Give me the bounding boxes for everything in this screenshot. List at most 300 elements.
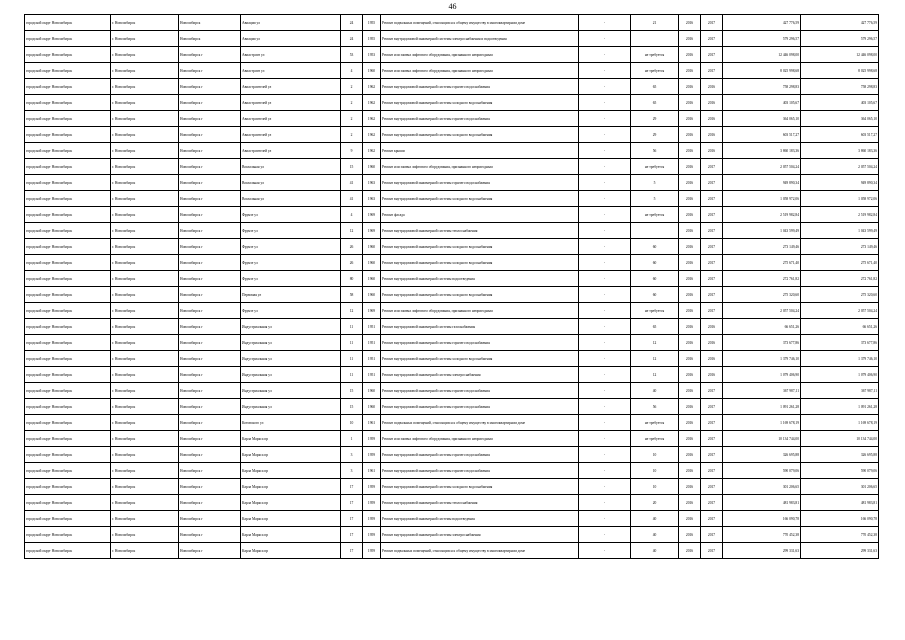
year-cell: 1951 [363,335,381,351]
cost-cell: 603 517,27 [723,127,801,143]
cost-cell: 481 983,81 [723,495,801,511]
unit-cell: - [579,479,631,495]
work-type-cell: Ремонт внутридомовой инженерной системы теплоснабжения [381,223,579,239]
house-cell: 11 [341,319,363,335]
street-cell: Фрунзе ул [241,303,341,319]
locality-cell: г. Новосибирск [111,463,179,479]
wear-cell: не требуется [631,415,679,431]
total-cost-cell: 272 761,82 [801,271,879,287]
city-cell: Новосибирск г [179,527,241,543]
locality-cell: г. Новосибирск [111,239,179,255]
table-row [25,47,879,63]
unit-cell: - [579,255,631,271]
locality-cell: г. Новосибирск [111,543,179,559]
city-cell: Новосибирск г [179,415,241,431]
house-cell: 17 [341,543,363,559]
street-cell: Авиастроителей ул [241,79,341,95]
house-cell: 9 [341,143,363,159]
house-cell: 11 [341,351,363,367]
unit-cell: - [579,463,631,479]
year-cell: 1960 [363,271,381,287]
table-row [25,127,879,143]
unit-cell: - [579,31,631,47]
total-cost-cell: 770 452,38 [801,527,879,543]
unit-cell: - [579,111,631,127]
total-cost-cell: 2 057 504,24 [801,159,879,175]
municipality-cell: городской округ Новосибирск [25,159,111,175]
table-row [25,335,879,351]
house-cell: 3 [341,463,363,479]
total-cost-cell: 66 651,26 [801,319,879,335]
unit-cell: - [579,239,631,255]
unit-cell: - [579,223,631,239]
page-number: 46 [448,2,457,11]
street-cell: Вокзальная ул [241,191,341,207]
unit-cell: - [579,271,631,287]
locality-cell: г. Новосибирск [111,431,179,447]
start-year-cell: 2016 [679,511,701,527]
year-cell: 1951 [363,351,381,367]
locality-cell: г. Новосибирск [111,271,179,287]
wear-cell: 12 [631,367,679,383]
total-cost-cell: 579 296,57 [801,31,879,47]
table-row [25,159,879,175]
year-cell: 1959 [363,431,381,447]
city-cell: Новосибирск г [179,271,241,287]
start-year-cell: 2016 [679,143,701,159]
work-type-cell: Ремонт внутридомовой инженерной системы теплоснабжения [381,495,579,511]
house-cell: 41 [341,175,363,191]
house-cell: 11 [341,367,363,383]
work-type-cell: Ремонт внутридомовой инженерной системы электроснабжения [381,527,579,543]
year-cell: 1951 [363,319,381,335]
start-year-cell: 2016 [679,239,701,255]
end-year-cell: 2017 [701,15,723,31]
cost-cell: 272 761,82 [723,271,801,287]
start-year-cell: 2016 [679,271,701,287]
city-cell: Новосибирск г [179,47,241,63]
work-type-cell: Ремонт фасада [381,207,579,223]
work-type-cell: Ремонт внутридомовой инженерной системы водоотведения [381,511,579,527]
year-cell: 1962 [363,95,381,111]
locality-cell: г. Новосибирск [111,111,179,127]
start-year-cell: 2016 [679,351,701,367]
start-year-cell: 2016 [679,335,701,351]
house-cell: 4 [341,63,363,79]
table-row [25,63,879,79]
locality-cell: г. Новосибирск [111,63,179,79]
total-cost-cell: 603 517,27 [801,127,879,143]
street-cell: Карла Маркса пр [241,527,341,543]
start-year-cell: 2016 [679,367,701,383]
street-cell: Авиации ул [241,15,341,31]
city-cell: Новосибирск г [179,111,241,127]
city-cell: Новосибирск г [179,351,241,367]
wear-cell: 10 [631,447,679,463]
city-cell: Новосибирск г [179,63,241,79]
work-type-cell: Ремонт внутридомовой инженерной системы горячего водоснабжения [381,335,579,351]
street-cell: Карла Маркса пр [241,511,341,527]
house-cell: 3 [341,447,363,463]
work-type-cell: Ремонт внутридомовой инженерной системы водоотведения [381,271,579,287]
house-cell: 10 [341,415,363,431]
table-row [25,479,879,495]
end-year-cell: 2017 [701,223,723,239]
table-row [25,543,879,559]
house-cell: 58 [341,287,363,303]
cost-cell: 364 065,10 [723,111,801,127]
end-year-cell: 2017 [701,191,723,207]
city-cell: Новосибирск г [179,511,241,527]
wear-cell: не требуется [631,63,679,79]
capital-repair-table [24,14,879,559]
work-type-cell: Ремонт внутридомовой инженерной системы холодного водоснабжения [381,479,579,495]
street-cell: Фрунзе ул [241,239,341,255]
table-row [25,351,879,367]
table-row [25,191,879,207]
city-cell: Новосибирск г [179,239,241,255]
start-year-cell: 2016 [679,399,701,415]
end-year-cell: 2017 [701,543,723,559]
unit-cell: - [579,95,631,111]
city-cell: Новосибирск г [179,223,241,239]
start-year-cell: 2016 [679,431,701,447]
year-cell: 1969 [363,223,381,239]
cost-cell: 3 860 183,36 [723,143,801,159]
end-year-cell: 2017 [701,463,723,479]
total-cost-cell: 403 105,67 [801,95,879,111]
unit-cell: - [579,207,631,223]
municipality-cell: городской округ Новосибирск [25,543,111,559]
city-cell: Новосибирск г [179,255,241,271]
total-cost-cell: 1 079 406,90 [801,367,879,383]
start-year-cell: 2016 [679,303,701,319]
locality-cell: г. Новосибирск [111,159,179,175]
year-cell: 1959 [363,543,381,559]
end-year-cell: 2017 [701,175,723,191]
start-year-cell: 2016 [679,175,701,191]
year-cell: 1962 [363,143,381,159]
total-cost-cell: 590 079,06 [801,463,879,479]
house-cell: 15 [341,383,363,399]
work-type-cell: Ремонт или замена лифтового оборудования, признанного непригодным [381,63,579,79]
end-year-cell: 2017 [701,207,723,223]
municipality-cell: городской округ Новосибирск [25,319,111,335]
cost-cell: 579 296,57 [723,31,801,47]
year-cell: 1962 [363,111,381,127]
locality-cell: г. Новосибирск [111,191,179,207]
cost-cell: 1 091 261,28 [723,399,801,415]
unit-cell: - [579,527,631,543]
table-row [25,79,879,95]
cost-cell: 275 320,60 [723,287,801,303]
end-year-cell: 2017 [701,383,723,399]
city-cell: Новосибирск г [179,431,241,447]
municipality-cell: городской округ Новосибирск [25,527,111,543]
total-cost-cell: 373 677,86 [801,335,879,351]
end-year-cell: 2017 [701,271,723,287]
house-cell: 2 [341,95,363,111]
city-cell: Новосибирск г [179,319,241,335]
start-year-cell: 2016 [679,287,701,303]
street-cell: Авиастроителей ул [241,111,341,127]
municipality-cell: городской округ Новосибирск [25,415,111,431]
unit-cell: - [579,367,631,383]
locality-cell: г. Новосибирск [111,319,179,335]
municipality-cell: городской округ Новосибирск [25,431,111,447]
house-cell: 24 [341,31,363,47]
cost-cell: 299 331,63 [723,543,801,559]
cost-cell: 1 079 406,90 [723,367,801,383]
work-type-cell: Ремонт или замена лифтового оборудования, признанного непригодным [381,47,579,63]
street-cell: Индустриальная ул [241,383,341,399]
start-year-cell: 2016 [679,495,701,511]
street-cell: Авиастроителей ул [241,95,341,111]
unit-cell: - [579,303,631,319]
work-type-cell: Ремонт внутридомовой инженерной системы холодного водоснабжения [381,287,579,303]
end-year-cell: 2016 [701,79,723,95]
year-cell: 1960 [363,287,381,303]
cost-cell: 326 695,88 [723,447,801,463]
city-cell: Новосибирск г [179,495,241,511]
total-cost-cell: 2 519 982,84 [801,207,879,223]
work-type-cell: Ремонт внутридомовой инженерной системы холодного водоснабжения [381,191,579,207]
cost-cell: 275 671,40 [723,255,801,271]
unit-cell: - [579,175,631,191]
locality-cell: г. Новосибирск [111,47,179,63]
cost-cell: 1 169 678,19 [723,415,801,431]
unit-cell: - [579,319,631,335]
table-row [25,15,879,31]
end-year-cell: 2016 [701,319,723,335]
wear-cell: 60 [631,271,679,287]
end-year-cell: 2017 [701,63,723,79]
cost-cell: 1 379 746,10 [723,351,801,367]
city-cell: Новосибирск г [179,303,241,319]
street-cell: Авиастроит ул [241,47,341,63]
municipality-cell: городской округ Новосибирск [25,207,111,223]
table-row [25,111,879,127]
municipality-cell: городской округ Новосибирск [25,447,111,463]
total-cost-cell: 427 776,59 [801,15,879,31]
year-cell: 1969 [363,303,381,319]
total-cost-cell: 12 446 098,00 [801,47,879,63]
wear-cell: 5 [631,191,679,207]
total-cost-cell: 1 379 746,10 [801,351,879,367]
end-year-cell: 2017 [701,239,723,255]
locality-cell: г. Новосибирск [111,287,179,303]
end-year-cell: 2017 [701,511,723,527]
table-row [25,31,879,47]
year-cell: 1962 [363,79,381,95]
unit-cell: - [579,287,631,303]
street-cell: Фрунзе ул [241,255,341,271]
locality-cell: г. Новосибирск [111,223,179,239]
wear-cell: 65 [631,95,679,111]
start-year-cell: 2016 [679,223,701,239]
start-year-cell: 2016 [679,127,701,143]
end-year-cell: 2017 [701,159,723,175]
municipality-cell: городской округ Новосибирск [25,271,111,287]
start-year-cell: 2016 [679,95,701,111]
start-year-cell: 2016 [679,191,701,207]
locality-cell: г. Новосибирск [111,95,179,111]
cost-cell: 770 452,38 [723,527,801,543]
wear-cell: 60 [631,239,679,255]
total-cost-cell: 301 206,65 [801,479,879,495]
municipality-cell: городской округ Новосибирск [25,255,111,271]
work-type-cell: Ремонт внутридомовой инженерной системы холодного водоснабжения [381,239,579,255]
start-year-cell: 2016 [679,463,701,479]
cost-cell: 166 090,78 [723,511,801,527]
house-cell: 11 [341,335,363,351]
wear-cell: 10 [631,463,679,479]
house-cell: 15 [341,399,363,415]
municipality-cell: городской округ Новосибирск [25,351,111,367]
locality-cell: г. Новосибирск [111,447,179,463]
street-cell: Фрунзе ул [241,207,341,223]
unit-cell: - [579,415,631,431]
work-type-cell: Ремонт внутридомовой инженерной системы холодного водоснабжения [381,255,579,271]
total-cost-cell: 275 671,40 [801,255,879,271]
work-type-cell: Ремонт внутридомовой инженерной системы холодного водоснабжения [381,127,579,143]
total-cost-cell: 949 890,34 [801,175,879,191]
street-cell: Карла Маркса пр [241,431,341,447]
wear-cell: 29 [631,111,679,127]
work-type-cell: Ремонт внутридомовой инженерной системы горячего водоснабжения [381,111,579,127]
locality-cell: г. Новосибирск [111,383,179,399]
year-cell: 1959 [363,527,381,543]
unit-cell: - [579,143,631,159]
total-cost-cell: 3 860 183,36 [801,143,879,159]
total-cost-cell: 273 149,46 [801,239,879,255]
municipality-cell: городской округ Новосибирск [25,63,111,79]
year-cell: 1960 [363,255,381,271]
start-year-cell: 2016 [679,383,701,399]
end-year-cell: 2017 [701,527,723,543]
end-year-cell: 2017 [701,287,723,303]
locality-cell: г. Новосибирск [111,303,179,319]
locality-cell: г. Новосибирск [111,479,179,495]
municipality-cell: городской округ Новосибирск [25,511,111,527]
work-type-cell: Ремонт внутридомовой инженерной системы электроснабжения [381,367,579,383]
city-cell: Новосибирск г [179,159,241,175]
table-row [25,527,879,543]
locality-cell: г. Новосибирск [111,367,179,383]
municipality-cell: городской округ Новосибирск [25,31,111,47]
wear-cell: 40 [631,527,679,543]
wear-cell: 10 [631,479,679,495]
street-cell: Фрунзе ул [241,271,341,287]
work-type-cell: Ремонт внутридомовой инженерной системы горячего водоснабжения [381,383,579,399]
cost-cell: 8 025 998,68 [723,63,801,79]
unit-cell: - [579,383,631,399]
work-type-cell: Ремонт внутридомовой инженерной системы холодного водоснабжения [381,351,579,367]
municipality-cell: городской округ Новосибирск [25,495,111,511]
city-cell: Новосибирск г [179,143,241,159]
total-cost-cell: 481 983,81 [801,495,879,511]
table-row [25,399,879,415]
start-year-cell: 2016 [679,543,701,559]
street-cell: Котовского ул [241,415,341,431]
end-year-cell: 2017 [701,303,723,319]
wear-cell: 56 [631,143,679,159]
house-cell: 41 [341,191,363,207]
year-cell: 1963 [363,175,381,191]
locality-cell: г. Новосибирск [111,15,179,31]
street-cell: Карла Маркса пр [241,447,341,463]
table-row [25,495,879,511]
total-cost-cell: 1 169 678,19 [801,415,879,431]
total-cost-cell: 1 091 261,28 [801,399,879,415]
year-cell: 1951 [363,367,381,383]
table-row [25,431,879,447]
start-year-cell: 2016 [679,447,701,463]
city-cell: Новосибирск г [179,335,241,351]
house-cell: 17 [341,495,363,511]
wear-cell: не требуется [631,207,679,223]
work-type-cell: Ремонт внутридомовой инженерной системы холодного водоснабжения [381,95,579,111]
locality-cell: г. Новосибирск [111,79,179,95]
year-cell: 1953 [363,47,381,63]
city-cell: Новосибирск [179,15,241,31]
house-cell: 2 [341,79,363,95]
street-cell: Авиации ул [241,31,341,47]
table-row [25,143,879,159]
unit-cell: - [579,447,631,463]
municipality-cell: городской округ Новосибирск [25,223,111,239]
street-cell: Карла Маркса пр [241,479,341,495]
house-cell: 2 [341,111,363,127]
street-cell: Карла Маркса пр [241,463,341,479]
table-row [25,447,879,463]
end-year-cell: 2017 [701,495,723,511]
table-row [25,511,879,527]
unit-cell: - [579,495,631,511]
wear-cell: 60 [631,287,679,303]
house-cell: 15 [341,159,363,175]
unit-cell: - [579,335,631,351]
end-year-cell: 2016 [701,351,723,367]
total-cost-cell: 166 090,78 [801,511,879,527]
unit-cell: - [579,79,631,95]
work-type-cell: Ремонт внутридомовой инженерной системы горячего водоснабжения [381,399,579,415]
work-type-cell: Ремонт внутридомовой инженерной системы горячего водоснабжения [381,175,579,191]
table-row [25,415,879,431]
year-cell: 1959 [363,479,381,495]
total-cost-cell: 275 320,60 [801,287,879,303]
municipality-cell: городской округ Новосибирск [25,127,111,143]
municipality-cell: городской округ Новосибирск [25,191,111,207]
city-cell: Новосибирск г [179,175,241,191]
unit-cell: - [579,127,631,143]
work-type-cell: Ремонт внутридомовой инженерной системы электроснабжения и водоотведения [381,31,579,47]
municipality-cell: городской округ Новосибирск [25,367,111,383]
street-cell: Первомая ул [241,287,341,303]
locality-cell: г. Новосибирск [111,511,179,527]
locality-cell: г. Новосибирск [111,255,179,271]
end-year-cell: 2017 [701,31,723,47]
cost-cell: 273 149,46 [723,239,801,255]
work-type-cell: Ремонт или замена лифтового оборудования, признанного непригодным [381,159,579,175]
municipality-cell: городской округ Новосибирск [25,47,111,63]
wear-cell [631,223,679,239]
house-cell: 2 [341,127,363,143]
unit-cell: - [579,159,631,175]
table-row [25,271,879,287]
city-cell: Новосибирск г [179,543,241,559]
year-cell: 1960 [363,63,381,79]
